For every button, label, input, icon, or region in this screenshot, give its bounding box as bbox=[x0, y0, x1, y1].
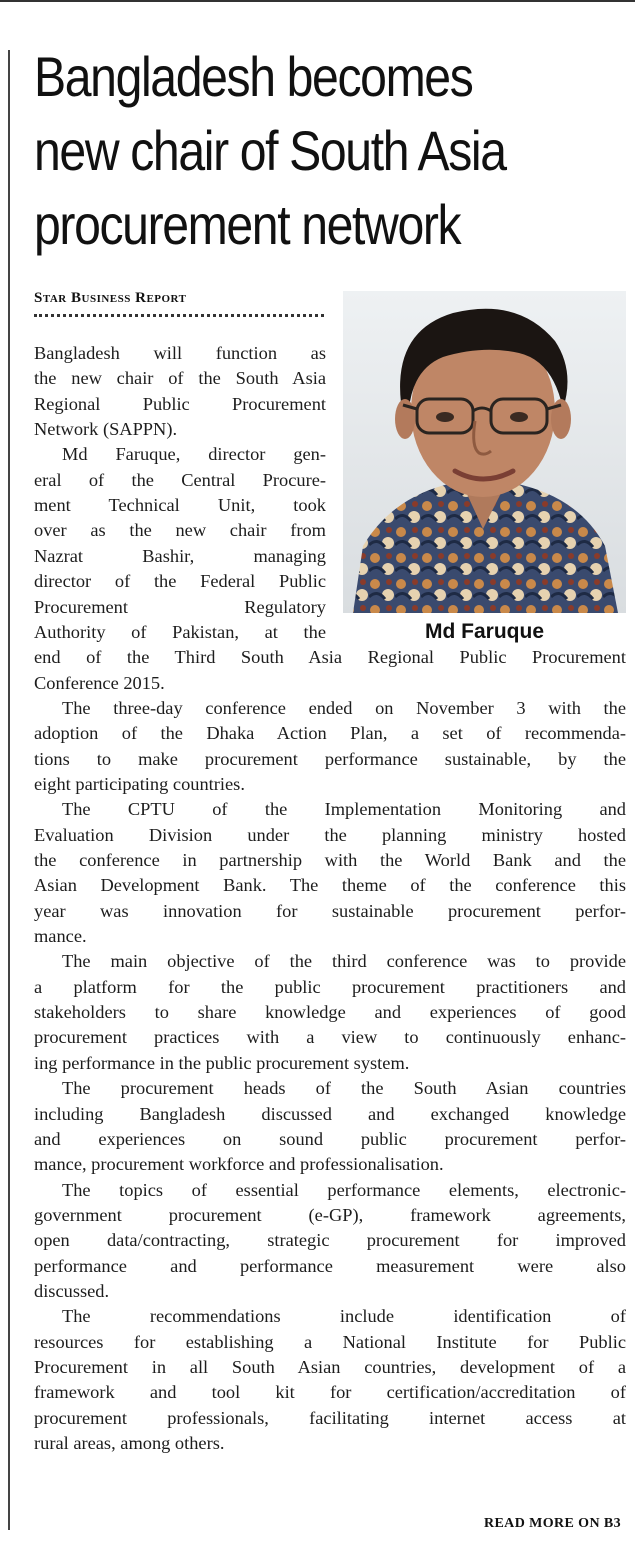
article-line: Asian Development Bank. The theme of the conference this bbox=[34, 875, 626, 896]
article-line: open data/contracting, strategic procurement for improved bbox=[34, 1230, 626, 1251]
article-line: The procurement heads of the South Asian countries bbox=[62, 1078, 626, 1099]
read-more-link[interactable]: READ MORE ON B3 bbox=[483, 1516, 621, 1531]
article-line: rural areas, among others. bbox=[34, 1433, 225, 1454]
article-line: Procurement in all South Asian countries, development of a bbox=[34, 1357, 626, 1377]
article-line: Network (SAPPN). bbox=[34, 419, 178, 440]
article-line: Regional Public Procurement bbox=[34, 393, 326, 414]
portrait-illustration bbox=[343, 291, 626, 613]
article-line: discussed. bbox=[34, 1280, 110, 1301]
portrait-photo bbox=[343, 291, 626, 613]
column-rule bbox=[8, 50, 10, 1530]
article-line: eral of the Central Procure- bbox=[34, 469, 326, 490]
article-line: Md Faruque, director gen- bbox=[62, 444, 326, 465]
article-line: Bangladesh will function as bbox=[34, 343, 326, 363]
article-line: and experiences on sound public procurement perfor- bbox=[34, 1128, 626, 1149]
article-line: end of the Third South Asia Regional Public Procurement bbox=[34, 647, 626, 668]
photo-caption: Md Faruque bbox=[425, 620, 544, 643]
dotted-divider bbox=[34, 314, 324, 321]
article-line: procurement professionals, facilitating internet access at bbox=[34, 1407, 626, 1428]
article-line: Procurement Regulatory bbox=[34, 596, 326, 617]
article-line: mance. bbox=[34, 926, 87, 947]
article-line: director of the Federal Public bbox=[34, 571, 326, 592]
article-line: Authority of Pakistan, at the bbox=[34, 621, 326, 642]
article-line: over as the new chair from bbox=[34, 520, 326, 541]
article-line: year was innovation for sustainable procurement perfor- bbox=[34, 900, 626, 921]
article-line: ing performance in the public procurement system. bbox=[34, 1052, 410, 1073]
article-line: a platform for the public procurement practitioners and bbox=[34, 976, 626, 997]
article-line: The main objective of the third conference was to provide bbox=[62, 951, 626, 972]
headline-line: procurement network bbox=[34, 193, 461, 256]
article-line: stakeholders to share knowledge and experiences of good bbox=[34, 1002, 626, 1023]
article-line: ment Technical Unit, took bbox=[34, 495, 326, 516]
article-line: tions to make procurement performance sustainable, by the bbox=[34, 748, 626, 769]
article-line: The recommendations include identification of bbox=[62, 1306, 626, 1327]
article-line: Nazrat Bashir, managing bbox=[34, 545, 326, 566]
article-line: Conference 2015. bbox=[34, 672, 165, 693]
article-line: including Bangladesh discussed and exchanged knowledge bbox=[34, 1103, 626, 1124]
article-line: performance and performance measurement were also bbox=[34, 1255, 626, 1276]
article-line: the conference in partnership with the World Bank and the bbox=[34, 850, 626, 870]
article-line: procurement practices with a view to continuously enhanc- bbox=[34, 1027, 626, 1048]
article-line: Evaluation Division under the planning ministry hosted bbox=[34, 824, 626, 845]
headline bbox=[34, 40, 546, 262]
article-line: The three-day conference ended on November 3 with the bbox=[62, 697, 626, 718]
article-line: the new chair of the South Asia bbox=[34, 368, 326, 389]
article-line: The CPTU of the Implementation Monitoring and bbox=[62, 799, 626, 820]
article-line: eight participating countries. bbox=[34, 773, 245, 794]
article-line: government procurement (e-GP), framework agreements, bbox=[34, 1204, 626, 1225]
article-line: The topics of essential performance elements, electronic- bbox=[62, 1179, 626, 1200]
top-rule bbox=[0, 0, 635, 2]
article-line: mance, procurement workforce and professionalisation. bbox=[34, 1154, 444, 1175]
headline-line: Bangladesh becomes bbox=[34, 45, 473, 108]
headline-line: new chair of South Asia bbox=[34, 119, 506, 182]
article-line: resources for establishing a National Institute for Public bbox=[34, 1331, 626, 1352]
article-line: adoption of the Dhaka Action Plan, a set of recommenda- bbox=[34, 723, 626, 744]
article-line: framework and tool kit for certification/accreditation of bbox=[34, 1382, 626, 1403]
byline: Star Business Report bbox=[34, 290, 187, 306]
